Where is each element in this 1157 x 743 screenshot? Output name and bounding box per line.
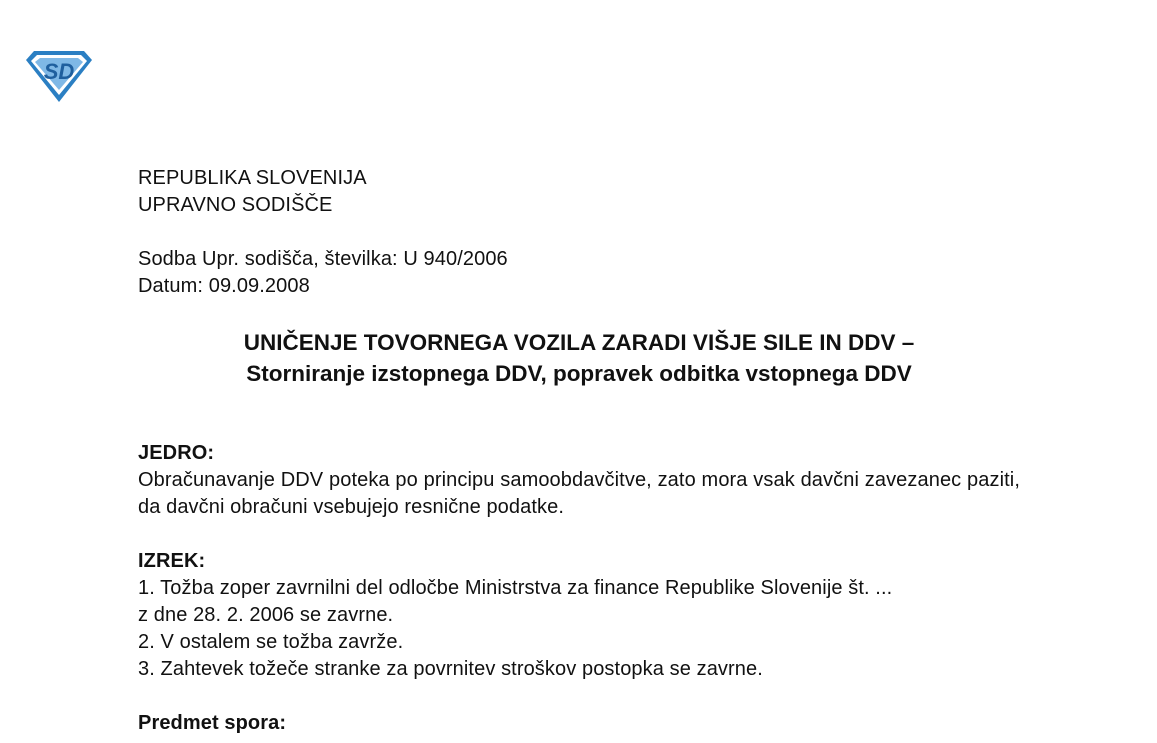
logo-letters: SD xyxy=(43,59,75,84)
jedro-text: Obračunavanje DDV poteka po principu samoobdavčitve, zato mora vsak davčni zavezanec paziti, da davčni obračuni vsebujejo resnične podatke. xyxy=(138,469,1020,518)
izrek-item: 2. V ostalem se tožba zavrže. xyxy=(138,631,404,653)
case-number: Sodba Upr. sodišča, številka: U 940/2006 xyxy=(138,248,508,270)
case-meta xyxy=(138,246,1020,300)
title-line-1: UNIČENJE TOVORNEGA VOZILA ZARADI VIŠJE SILE IN DDV – xyxy=(243,330,915,355)
document-title xyxy=(138,327,1020,389)
predmet-heading: Predmet spora: xyxy=(138,712,287,734)
section-jedro xyxy=(138,440,1020,521)
case-date: Datum: 09.09.2008 xyxy=(138,275,310,297)
court-header xyxy=(138,165,1020,219)
izrek-heading: IZREK: xyxy=(138,550,206,572)
izrek-item: 1. Tožba zoper zavrnilni del odločbe Ministrstva za finance Republike Slovenije št. ... xyxy=(138,577,893,599)
section-izrek xyxy=(138,548,1020,683)
jedro-heading: JEDRO: xyxy=(138,442,215,464)
section-predmet xyxy=(138,710,1020,737)
court-name: UPRAVNO SODIŠČE xyxy=(138,194,333,216)
title-line-2: Storniranje izstopnega DDV, popravek odbitka vstopnega DDV xyxy=(246,361,912,386)
country-name: REPUBLIKA SLOVENIJA xyxy=(138,167,367,189)
izrek-item: 3. Zahtevek tožeče stranke za povrnitev stroškov postopka se zavrne. xyxy=(138,658,763,680)
sd-shield-logo-icon xyxy=(22,48,96,104)
izrek-item: z dne 28. 2. 2006 se zavrne. xyxy=(138,604,394,626)
